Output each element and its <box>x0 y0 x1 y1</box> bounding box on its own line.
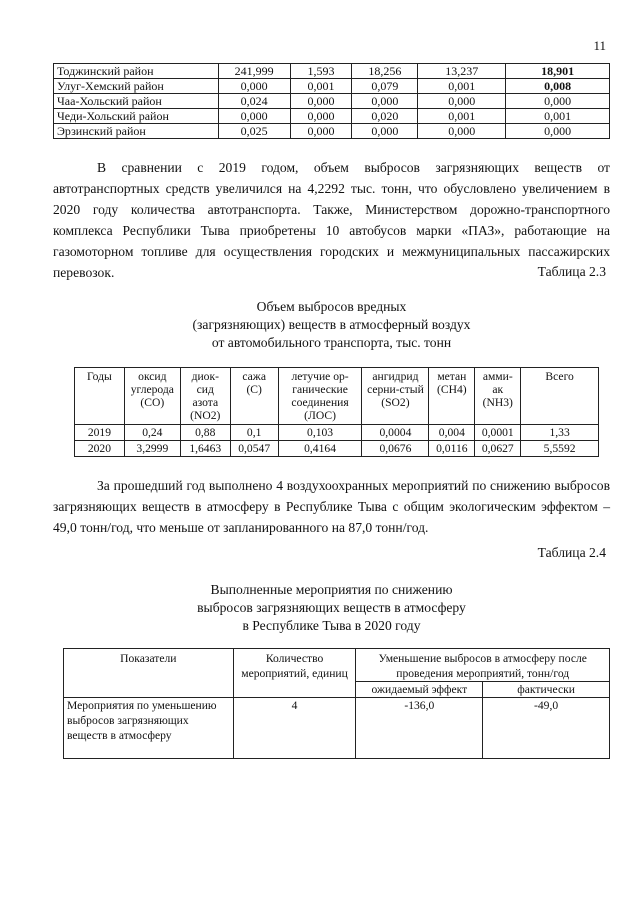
table-cell: 2020 <box>75 441 125 457</box>
column-header: фактически <box>483 682 610 698</box>
table-cell-total: 0,008 <box>506 79 610 94</box>
table-cell: Мероприятия по уменьшению выбросов загрязняющих веществ в атмосферу <box>64 698 234 759</box>
measures-table <box>63 648 610 759</box>
table-cell: 0,0116 <box>429 441 475 457</box>
title-line: Объем выбросов вредных <box>256 299 407 314</box>
table-cell: 0,103 <box>278 425 362 441</box>
column-header: сажа (С) <box>230 368 278 425</box>
regions-emissions-table <box>53 63 610 139</box>
table-cell: 0,000 <box>352 94 418 109</box>
region-name: Эрзинский район <box>54 124 219 139</box>
table-cell-total: 0,001 <box>506 109 610 124</box>
column-header: Уменьшение выбросов в атмосферу после проведения мероприятий, тонн/год <box>356 649 610 682</box>
page-number: 11 <box>593 38 606 53</box>
table-cell: 0,000 <box>418 94 506 109</box>
table-cell-total: 18,901 <box>506 64 610 79</box>
table-cell: 0,24 <box>124 425 180 441</box>
region-name: Чаа-Хольский район <box>54 94 219 109</box>
table-cell: 3,2999 <box>124 441 180 457</box>
table-cell: 1,593 <box>290 64 352 79</box>
table-cell: 0,88 <box>180 425 230 441</box>
table-cell: 0,4164 <box>278 441 362 457</box>
table-cell: 0,0676 <box>362 441 429 457</box>
table-2-4-title <box>53 581 610 635</box>
table-cell: 0,000 <box>218 109 290 124</box>
table-cell: 0,001 <box>290 79 352 94</box>
table-header-row <box>75 368 599 425</box>
title-line: выбросов загрязняющих веществ в атмосферу <box>197 600 466 615</box>
table-cell: 0,000 <box>352 124 418 139</box>
region-name: Чеди-Хольский район <box>54 109 219 124</box>
table-cell: 18,256 <box>352 64 418 79</box>
table-cell: 0,000 <box>218 79 290 94</box>
table-cell: 0,0547 <box>230 441 278 457</box>
table-2-3-label: Таблица 2.3 <box>537 264 606 279</box>
column-header: летучие ор-ганические соединения (ЛОС) <box>278 368 362 425</box>
table-cell-total: 0,000 <box>506 124 610 139</box>
column-header: амми-ак (NH3) <box>475 368 521 425</box>
table-cell: 0,001 <box>418 109 506 124</box>
table-cell: 0,000 <box>290 94 352 109</box>
table-cell: 0,0004 <box>362 425 429 441</box>
table-2-4-label: Таблица 2.4 <box>537 545 606 560</box>
table-cell: 0,0001 <box>475 425 521 441</box>
table-cell: 0,025 <box>218 124 290 139</box>
table-row <box>75 425 599 441</box>
table-row <box>54 94 610 109</box>
table-cell: 1,33 <box>521 425 599 441</box>
table-cell: 1,6463 <box>180 441 230 457</box>
table-row <box>75 441 599 457</box>
table-row <box>54 124 610 139</box>
paragraph-text: В сравнении с 2019 годом, объем выбросов загрязняющих веществ от автотранспортных средств увеличился на 4,2292 тыс. тонн, что обусловлено увеличением в 2020 году количества автотранспорта. Также, Министерством дорожно-транспортного комплекса Республики Тыва приобретены 10 автобусов марки «ПАЗ», работающие на газомоторном топливе для осуществления городских и межмуниципальных пассажирских перевозок. <box>53 160 610 280</box>
paragraph-measures <box>53 475 610 538</box>
table-cell: -49,0 <box>483 698 610 759</box>
table-cell: 4 <box>233 698 356 759</box>
table-cell-total: 0,000 <box>506 94 610 109</box>
column-header: метан (CH4) <box>429 368 475 425</box>
table-row <box>64 698 610 759</box>
column-header: ангидрид серни-стый (SO2) <box>362 368 429 425</box>
column-header: оксид углерода (СО) <box>124 368 180 425</box>
table-row <box>54 64 610 79</box>
table-header-row <box>64 649 610 682</box>
table-cell: -136,0 <box>356 698 483 759</box>
table-cell: 2019 <box>75 425 125 441</box>
table-cell: 0,001 <box>418 79 506 94</box>
column-header: Показатели <box>64 649 234 698</box>
table-cell: 5,5592 <box>521 441 599 457</box>
table-2-3-title <box>53 298 610 352</box>
region-name: Тоджинский район <box>54 64 219 79</box>
table-cell: 0,004 <box>429 425 475 441</box>
table-cell: 0,079 <box>352 79 418 94</box>
paragraph-comparison <box>53 157 610 283</box>
table-row <box>54 79 610 94</box>
title-line: в Республике Тыва в 2020 году <box>242 618 421 633</box>
title-line: от автомобильного транспорта, тыс. тонн <box>211 335 452 350</box>
column-header: Количество мероприятий, единиц <box>233 649 356 698</box>
table-cell: 0,024 <box>218 94 290 109</box>
table-cell: 0,1 <box>230 425 278 441</box>
vehicle-emissions-table <box>74 367 599 457</box>
column-header: ожидаемый эффект <box>356 682 483 698</box>
table-cell: 0,000 <box>290 124 352 139</box>
table-cell: 0,000 <box>290 109 352 124</box>
title-line: Выполненные мероприятия по снижению <box>210 582 453 597</box>
table-cell: 241,999 <box>218 64 290 79</box>
column-header: Всего <box>521 368 599 425</box>
table-cell: 0,000 <box>418 124 506 139</box>
column-header: Годы <box>75 368 125 425</box>
table-cell: 0,0627 <box>475 441 521 457</box>
column-header: диок-сид азота (NO2) <box>180 368 230 425</box>
paragraph-text: За прошедший год выполнено 4 воздухоохранных мероприятий по снижению выбросов загрязняющих веществ в атмосферу в Республике Тыва с общим экологическим эффектом – 49,0 тонн/год, что меньше от запланированного на 87,0 тонн/год. <box>53 478 610 535</box>
table-row <box>54 109 610 124</box>
table-cell: 0,020 <box>352 109 418 124</box>
title-line: (загрязняющих) веществ в атмосферный воздух <box>192 317 471 332</box>
table-cell: 13,237 <box>418 64 506 79</box>
region-name: Улуг-Хемский район <box>54 79 219 94</box>
